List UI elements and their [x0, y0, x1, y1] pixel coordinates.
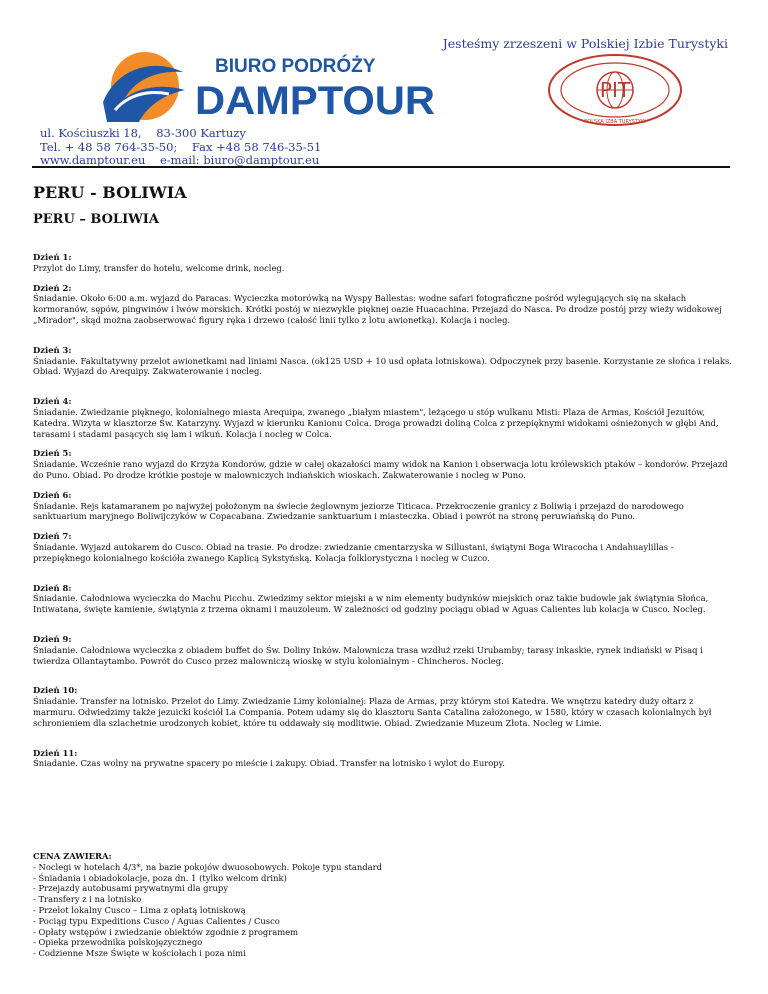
- day-item: [33, 396, 733, 439]
- contact-phone: Tel. + 48 58 764-35-50; Fax +48 58 746-35-51: [40, 139, 322, 154]
- logo-line2: DAMPTOUR: [195, 79, 436, 123]
- membership-note: Jesteśmy zrzeszeni w Polskiej Izbie Turystyki: [442, 36, 728, 51]
- day-title: Dzień 4:: [33, 396, 72, 407]
- day-text: Śniadanie. Wyjazd autokarem do Cusco. Obiad na trasie. Po drodze: zwiedzanie cmentarzyska w Sillustani, świątyni Boga Wiracocha i Andahuaylillas - przepięknego kolonialnego kościółа zwanego Kaplicą Sykstyńską. Kolacja folklorystyczna i nocleg w Cuzco.: [33, 541, 674, 563]
- day-title: Dzień 3:: [33, 344, 72, 355]
- day-item: [33, 490, 733, 522]
- header-divider: [32, 166, 730, 168]
- day-title: Dzień 6:: [33, 489, 72, 500]
- day-text: Śniadanie. Rejs katamaranem po najwyżej położonym na świecie żeglownym jeziorze Titicaca. Przekroczenie granicy z Boliwią i przejazd do narodowego sanktuarium maryjnego Boliwijczyków w Copacabana. Zwiedzanie sanktuarium i miasteczka. Obiad i powrót na stronę peruwiańską do Puno.: [33, 500, 684, 522]
- day-text: Śniadanie. Transfer na lotnisko. Przelot do Limy. Zwiedzanie Limy kolonialnej: Plaza de Armas, przy którym stoi Katedra. We wnętrzu katedry duży ołtarz z marmuru. Odwiedzimy także jezuicki kościół La Compania. Potem udamy się do klasztoru Santa Catalina założonego, w 1580, który w czasach kolonialnych był schronieniem dla szlachetnie urodzonych kobiet, które tu oddawały się modlitwie. Obiad. Zwiedzanie Muzeum Złota. Nocleg w Limie.: [33, 696, 712, 728]
- price-list: [33, 862, 382, 959]
- price-item: - Codzienne Msze Święte w kościołach i poza nimi: [33, 948, 246, 959]
- day-item: [33, 252, 733, 274]
- price-item: - Opieka przewodnika polskojęzycznego: [33, 937, 203, 948]
- logo-line1: BIURO PODRÓŻY: [215, 56, 376, 77]
- day-text: Śniadanie. Czas wolny na prywatne spacery po mieście i zakupy. Obiad. Transfer na lotnisko i wylot do Europy.: [33, 758, 505, 769]
- price-section: [33, 851, 382, 959]
- itinerary: [33, 252, 733, 778]
- contact-block: [40, 127, 321, 168]
- price-item: - Noclegi w hotelach 4/3*, na bazie pokojów dwuosobowych. Pokoje typu standard: [33, 861, 382, 872]
- damptour-logo: [95, 50, 440, 125]
- day-text: Śniadanie. Zwiedzanie pięknego, kolonialnego miasta Arequipa, zwanego „białym miastem", leżącego u stóp wulkanu Misti: Plaza de Armas, Kościół Jezuitów, Katedra. Wizyta w klasztorze Św. Katarzyny. Wyjazd w kierunku Kanionu Colca. Droga prowadzi doliną Colca z przepięknymi widokami ośnieżonych w głębi And, tarasami i stadami pasących się lam i wikuń. Kolacja i nocleg w Colca.: [33, 406, 719, 439]
- price-item: - Opłaty wstępów i zwiedzanie obiektów zgodnie z programem: [33, 926, 299, 937]
- day-item: [33, 583, 733, 615]
- day-item: [33, 685, 733, 728]
- day-item: [33, 531, 733, 563]
- day-title: Dzień 8:: [33, 582, 72, 593]
- day-title: Dzień 11:: [33, 747, 78, 758]
- seal-ring-text: POLSKA IZBA TURYSTYKI: [584, 119, 646, 125]
- contact-address: ul. Kościuszki 18, 83-300 Kartuzy: [40, 126, 246, 140]
- day-text: Śniadanie. Całodniowa wycieczka do Machu Picchu. Zwiedzimy sektor miejski a w nim elementy budynków miejskich oraz takie budowle jak świątynia Słońca, Intiwatana, święte kamienie, świątynia z trzema oknami i mauzoleum. W zależności od godziny pociągu obiad w Aguas Calientes lub kolacja w Cusco. Nocleg.: [33, 593, 709, 615]
- day-title: Dzień 1:: [33, 252, 72, 262]
- day-item: [33, 748, 733, 770]
- day-text: Śniadanie. Około 6:00 a.m. wyjazd do Paracas. Wycieczka motorówką na Wyspy Ballestas: wodne safari fotograficzne pośród wylegujących się na skałach kormoranów, sępów, pingwinów i lwów morskich. Krótki postój w niezwykle pięknej oazie Huacachina. Przejazd do Nasca. Po drodze postój przy wieży widokowej „Mirador", skąd można zaobserwować figury ręka i drzewo (całość linii tylko z lotu awionetką). Kolacja i nocleg.: [33, 293, 722, 325]
- day-text: Śniadanie. Całodniowa wycieczka z obiadem buffet do Św. Doliny Inków. Malownicza trasa wzdłuż rzeki Urubamby; tarasy inkaskie, rynek indiański w Pisaq i twierdza Ollantaytambo. Powrót do Cusco przez malowniczą wioskę w stylu kolonialnym - Chincheros. Nocleg.: [33, 644, 703, 666]
- price-item: - Transfery z i na lotnisko: [33, 894, 142, 905]
- wave-icon: [103, 52, 185, 122]
- seal-abbrev: PIT: [599, 78, 631, 102]
- day-title: Dzień 2:: [33, 282, 72, 293]
- document-title: PERU - BOLIWIA: [33, 183, 187, 202]
- price-item: - Przelot lokalny Cusco – Lima z opłatą lotniskową: [33, 904, 246, 915]
- price-item: - Śniadania i obiadokolacje, poza dn. 1 (tylko welcom drink): [33, 872, 287, 883]
- price-title: CENA ZAWIERA:: [33, 851, 112, 861]
- day-title: Dzień 10:: [33, 685, 78, 696]
- day-title: Dzień 7:: [33, 531, 72, 542]
- day-title: Dzień 5:: [33, 448, 72, 459]
- day-text: Śniadanie. Fakultatywny przelot awionetkami nad liniami Nasca. (ok125 USD + 10 usd opłata lotniskowa). Odpoczynek przy basenie. Korzystanie ze słońca i relaks. Obiad. Wyjazd do Arequipy. Zakwaterowanie i nocleg.: [33, 355, 732, 377]
- document-subtitle: PERU – BOLIWIA: [33, 212, 159, 227]
- price-item: - Pociąg typu Expeditions Cusco / Aguas Calientes / Cusco: [33, 915, 280, 926]
- day-item: [33, 345, 733, 377]
- day-title: Dzień 9:: [33, 633, 72, 644]
- price-item: - Przejazdy autobusami prywatnymi dla grupy: [33, 883, 228, 894]
- day-item: [33, 283, 733, 326]
- day-item: [33, 634, 733, 666]
- pit-seal: [545, 52, 685, 127]
- day-text: Przylot do Limy, transfer do hotelu, welcome drink, nocleg.: [33, 262, 285, 273]
- day-item: [33, 448, 733, 480]
- contact-web: www.damptour.eu e-mail: biuro@damptour.eu: [40, 153, 320, 168]
- day-text: Śniadanie. Wcześnie rano wyjazd do Krzyża Kondorów, gdzie w całej okazałości mamy widok na Kanion i obserwacja lotu królewskich ptaków – kondorów. Przejazd do Puno. Obiad. Po drodze krótkie postoje w malowniczych indiańskich wioskach. Zakwaterowanie i nocleg w Puno.: [33, 459, 728, 480]
